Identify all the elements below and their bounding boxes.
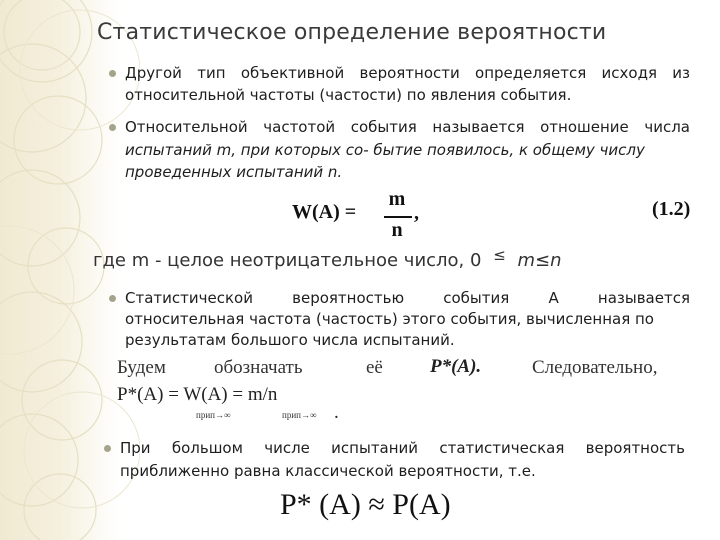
scan-equation: P*(A) = W(A) = m/n: [117, 384, 278, 405]
bullet-1-line-2: относительной частоты (частости) по явления события.: [125, 86, 572, 104]
where-line-tail: m≤n: [517, 250, 562, 271]
bullet-3-line-1: Статистической вероятностью события А называется: [125, 289, 690, 307]
bullet-marker: [104, 445, 111, 452]
formula-number: (1.2): [652, 198, 691, 220]
scan-word-3: её: [366, 357, 383, 378]
formula-numerator: m: [388, 188, 406, 210]
bullet-marker: [109, 124, 116, 131]
bullet-marker: [109, 70, 116, 77]
bullet-3-line-3: результатам большого числа испытаний.: [125, 331, 455, 349]
bullet-2-line-2: испытаний m, при которых со- бытие появилось, к общему числу: [125, 141, 645, 159]
scan-word-1: Будем: [117, 357, 166, 378]
where-line-text: где m - целое неотрицательное число, 0: [93, 250, 482, 271]
bullet-1-line-1: Другой тип объективной вероятности определяется исходя из: [125, 64, 690, 82]
bullet-marker: [109, 295, 116, 302]
scan-subscript-2: прип→∞: [282, 410, 317, 420]
fraction-bar: [384, 216, 412, 218]
scan-dot: .: [334, 402, 339, 423]
bullet-2-line-3: проведенных испытаний n.: [125, 163, 343, 181]
bullet-2-line-1: Относительной частотой события называется отношение числа: [125, 118, 690, 136]
bullet-4-line-1: При большом числе испытаний статистическая вероятность: [120, 439, 685, 457]
formula-comma: ,: [414, 202, 419, 224]
bullet-3-line-2: относительная частота (частость) этого события, вычисленная по: [125, 310, 654, 328]
final-formula: P* (A) ≈ P(A): [280, 488, 451, 521]
formula-denominator: n: [391, 219, 403, 241]
scan-word-4: Следовательно,: [532, 357, 658, 378]
leq-sign: ≤: [493, 246, 506, 264]
scan-word-2: обозначать: [214, 357, 303, 378]
formula-lhs: W(A) =: [292, 201, 357, 223]
scan-subscript-1: прип→∞: [196, 410, 231, 420]
bullet-4-line-2: приближенно равна классической вероятности, т.е.: [120, 462, 536, 480]
scan-p-star: P*(A).: [430, 356, 482, 377]
slide-title: Статистическое определение вероятности: [97, 20, 607, 45]
